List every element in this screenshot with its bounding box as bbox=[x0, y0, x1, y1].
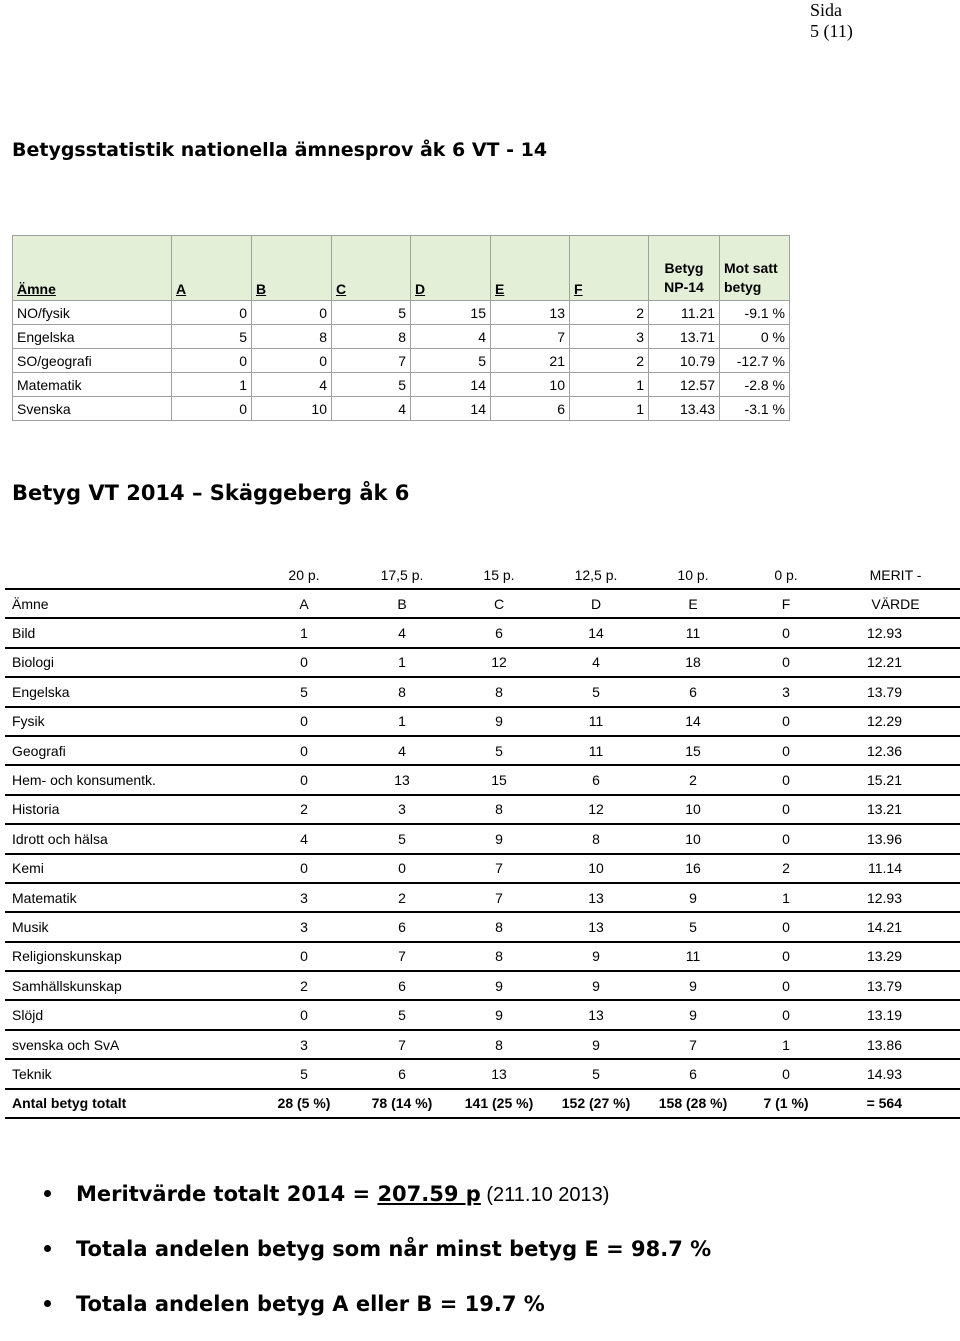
np-header-cell: F bbox=[570, 236, 649, 301]
grade-cell: 0 bbox=[741, 971, 831, 1000]
grades-row bbox=[5, 736, 960, 765]
grade-cell: 0 bbox=[255, 765, 353, 794]
grades-row bbox=[5, 1089, 960, 1118]
np-value-cell: 14 bbox=[411, 397, 491, 421]
grades-row bbox=[5, 765, 960, 794]
subject-cell: svenska och SvA bbox=[5, 1030, 255, 1059]
subject-cell: Bild bbox=[5, 618, 255, 647]
grade-cell: 13.96 bbox=[831, 824, 960, 853]
np-subject-cell: Matematik bbox=[13, 373, 172, 397]
np-table-header bbox=[13, 236, 790, 301]
grades-row bbox=[5, 942, 960, 971]
grade-cell: F bbox=[741, 589, 831, 618]
grade-cell: 2 bbox=[645, 765, 741, 794]
np-table-row bbox=[13, 325, 790, 349]
grade-cell: A bbox=[255, 589, 353, 618]
np-value-cell: 10 bbox=[252, 397, 332, 421]
grade-cell: 7 bbox=[645, 1030, 741, 1059]
np-value-cell: 5 bbox=[411, 349, 491, 373]
np-value-cell: 0 bbox=[172, 397, 252, 421]
np-value-cell: 0 bbox=[252, 349, 332, 373]
np-header-cell: E bbox=[491, 236, 570, 301]
np-value-cell: 5 bbox=[332, 373, 411, 397]
subject-cell: Religionskunskap bbox=[5, 942, 255, 971]
grade-cell: 9 bbox=[451, 971, 547, 1000]
np-statistics-table bbox=[12, 235, 790, 421]
grade-cell: 0 bbox=[255, 1000, 353, 1029]
np-header-cell: A bbox=[172, 236, 252, 301]
grades-row bbox=[5, 648, 960, 677]
grade-cell: 0 bbox=[741, 1059, 831, 1088]
np-value-cell: -12.7 % bbox=[720, 349, 790, 373]
grade-cell: 152 (27 %) bbox=[547, 1089, 645, 1118]
grade-cell: 8 bbox=[451, 942, 547, 971]
grade-cell: 8 bbox=[451, 677, 547, 706]
grade-cell: 6 bbox=[451, 618, 547, 647]
grade-cell: 9 bbox=[547, 971, 645, 1000]
grade-cell: 7 bbox=[451, 883, 547, 912]
grade-cell: 158 (28 %) bbox=[645, 1089, 741, 1118]
np-subject-cell: Engelska bbox=[13, 325, 172, 349]
grade-cell: 13.29 bbox=[831, 942, 960, 971]
grade-cell: 0 bbox=[741, 707, 831, 736]
grade-cell: 6 bbox=[353, 912, 451, 941]
np-value-cell: 13.71 bbox=[649, 325, 720, 349]
subject-cell: Hem- och konsumentk. bbox=[5, 765, 255, 794]
grade-cell: 6 bbox=[353, 1059, 451, 1088]
subject-cell: Biologi bbox=[5, 648, 255, 677]
grades-row bbox=[5, 1059, 960, 1088]
grade-cell: 13 bbox=[547, 912, 645, 941]
np-value-cell: 14 bbox=[411, 373, 491, 397]
grades-row bbox=[5, 1030, 960, 1059]
grades-row bbox=[5, 971, 960, 1000]
grade-cell: 5 bbox=[645, 912, 741, 941]
grade-cell: 0 p. bbox=[741, 562, 831, 589]
summary-merit bbox=[40, 1176, 711, 1231]
grade-cell: 3 bbox=[255, 1030, 353, 1059]
grade-cell: 13.79 bbox=[831, 677, 960, 706]
np-value-cell: 4 bbox=[332, 397, 411, 421]
summary-list bbox=[40, 1176, 711, 1341]
np-table-row bbox=[13, 397, 790, 421]
grade-cell: 5 bbox=[353, 1000, 451, 1029]
grade-cell: 0 bbox=[255, 942, 353, 971]
grade-cell: D bbox=[547, 589, 645, 618]
grade-cell: 0 bbox=[255, 736, 353, 765]
grade-cell: 14 bbox=[645, 707, 741, 736]
np-value-cell: 13 bbox=[491, 301, 570, 325]
np-value-cell: 7 bbox=[332, 349, 411, 373]
grade-cell: 9 bbox=[645, 883, 741, 912]
grade-cell: 10 bbox=[645, 795, 741, 824]
grade-cell: 8 bbox=[451, 912, 547, 941]
np-header-cell: D bbox=[411, 236, 491, 301]
summary-min-e: Totala andelen betyg som når minst betyg E = 98.7 % bbox=[40, 1231, 711, 1286]
np-value-cell: 1 bbox=[172, 373, 252, 397]
grades-row bbox=[5, 824, 960, 853]
grades-row bbox=[5, 912, 960, 941]
grade-cell: 6 bbox=[547, 765, 645, 794]
np-value-cell: 5 bbox=[172, 325, 252, 349]
grade-cell: B bbox=[353, 589, 451, 618]
grade-cell: 0 bbox=[353, 854, 451, 883]
np-table-row bbox=[13, 301, 790, 325]
np-value-cell: 11.21 bbox=[649, 301, 720, 325]
grade-cell: 0 bbox=[255, 854, 353, 883]
grade-cell: 0 bbox=[255, 707, 353, 736]
grade-cell: 1 bbox=[741, 883, 831, 912]
grade-cell: 11 bbox=[547, 736, 645, 765]
grade-cell: 8 bbox=[353, 677, 451, 706]
grade-cell: 14.21 bbox=[831, 912, 960, 941]
grade-cell: 9 bbox=[451, 824, 547, 853]
subject-cell: Kemi bbox=[5, 854, 255, 883]
grade-cell: 10 bbox=[547, 854, 645, 883]
subject-cell: Musik bbox=[5, 912, 255, 941]
page-number bbox=[810, 0, 890, 42]
np-value-cell: -3.1 % bbox=[720, 397, 790, 421]
grade-cell: 14.93 bbox=[831, 1059, 960, 1088]
subject-cell: Idrott och hälsa bbox=[5, 824, 255, 853]
grade-cell: 0 bbox=[741, 618, 831, 647]
grade-cell: 0 bbox=[741, 824, 831, 853]
grade-cell: 10 bbox=[645, 824, 741, 853]
np-value-cell: 3 bbox=[570, 325, 649, 349]
np-value-cell: 15 bbox=[411, 301, 491, 325]
grade-cell: 9 bbox=[451, 707, 547, 736]
np-value-cell: 2 bbox=[570, 301, 649, 325]
np-subject-cell: NO/fysik bbox=[13, 301, 172, 325]
grade-cell: 5 bbox=[353, 824, 451, 853]
grade-cell: 11 bbox=[645, 942, 741, 971]
grade-cell: 3 bbox=[741, 677, 831, 706]
np-header-cell: Ämne bbox=[13, 236, 172, 301]
np-value-cell: 8 bbox=[332, 325, 411, 349]
np-value-cell: 8 bbox=[252, 325, 332, 349]
grade-cell: 1 bbox=[353, 648, 451, 677]
grade-cell: 15 bbox=[645, 736, 741, 765]
grade-cell: 0 bbox=[741, 736, 831, 765]
grade-cell: 15.21 bbox=[831, 765, 960, 794]
grade-cell: 6 bbox=[353, 971, 451, 1000]
grade-cell: 0 bbox=[741, 912, 831, 941]
grade-cell: 11 bbox=[645, 618, 741, 647]
grade-cell: 2 bbox=[353, 883, 451, 912]
grade-cell: 2 bbox=[255, 795, 353, 824]
points-row bbox=[5, 562, 960, 589]
grade-cell: 18 bbox=[645, 648, 741, 677]
grades-table bbox=[5, 562, 960, 1119]
grade-cell: 5 bbox=[547, 677, 645, 706]
np-value-cell: 7 bbox=[491, 325, 570, 349]
subject-cell: Samhällskunskap bbox=[5, 971, 255, 1000]
grade-cell: 2 bbox=[741, 854, 831, 883]
grades-row bbox=[5, 677, 960, 706]
grade-cell: 12.93 bbox=[831, 618, 960, 647]
grade-cell: 3 bbox=[353, 795, 451, 824]
grade-cell: 1 bbox=[741, 1030, 831, 1059]
grade-cell: C bbox=[451, 589, 547, 618]
grade-cell: 1 bbox=[353, 707, 451, 736]
np-value-cell: -9.1 % bbox=[720, 301, 790, 325]
grade-cell: 12 bbox=[547, 795, 645, 824]
grade-cell: 13 bbox=[547, 1000, 645, 1029]
grade-cell: 9 bbox=[547, 942, 645, 971]
grade-cell: MERIT - bbox=[831, 562, 960, 589]
np-value-cell: 4 bbox=[411, 325, 491, 349]
summary-a-or-b: Totala andelen betyg A eller B = 19.7 % bbox=[40, 1286, 711, 1341]
np-subject-cell: Svenska bbox=[13, 397, 172, 421]
grade-cell: E bbox=[645, 589, 741, 618]
np-header-cell: C bbox=[332, 236, 411, 301]
grade-cell: 4 bbox=[353, 618, 451, 647]
grade-cell: 13 bbox=[451, 1059, 547, 1088]
grade-cell: 4 bbox=[353, 736, 451, 765]
np-header-cell: Mot satt betyg bbox=[720, 236, 790, 301]
grade-cell: 4 bbox=[255, 824, 353, 853]
grade-cell: 12.36 bbox=[831, 736, 960, 765]
grade-cell: = 564 bbox=[831, 1089, 960, 1118]
grade-cell: 12.21 bbox=[831, 648, 960, 677]
grade-cell: 141 (25 %) bbox=[451, 1089, 547, 1118]
grade-cell: 12,5 p. bbox=[547, 562, 645, 589]
merit-prefix: Meritvärde totalt 2014 = bbox=[76, 1182, 378, 1206]
np-heading: Betygsstatistik nationella ämnesprov åk 6 VT - 14 bbox=[12, 139, 548, 161]
grade-cell: 15 p. bbox=[451, 562, 547, 589]
page-label: Sida bbox=[810, 0, 843, 20]
grade-cell: 9 bbox=[645, 1000, 741, 1029]
grade-cell: 5 bbox=[547, 1059, 645, 1088]
grade-cell: 20 p. bbox=[255, 562, 353, 589]
np-header-cell: Betyg NP-14 bbox=[649, 236, 720, 301]
grades-row bbox=[5, 1000, 960, 1029]
grade-cell: 9 bbox=[645, 971, 741, 1000]
grade-cell: 13.21 bbox=[831, 795, 960, 824]
grade-cell: 15 bbox=[451, 765, 547, 794]
grade-cell: 13 bbox=[547, 883, 645, 912]
np-value-cell: 12.57 bbox=[649, 373, 720, 397]
subject-cell: Fysik bbox=[5, 707, 255, 736]
subject-cell bbox=[5, 562, 255, 589]
np-value-cell: 10 bbox=[491, 373, 570, 397]
grade-cell: 12.29 bbox=[831, 707, 960, 736]
subject-cell: Matematik bbox=[5, 883, 255, 912]
grade-cell: 0 bbox=[741, 942, 831, 971]
grade-cell: 5 bbox=[255, 677, 353, 706]
grade-cell: 9 bbox=[547, 1030, 645, 1059]
grade-cell: VÄRDE bbox=[831, 589, 960, 618]
np-value-cell: -2.8 % bbox=[720, 373, 790, 397]
grade-cell: 0 bbox=[741, 795, 831, 824]
np-value-cell: 2 bbox=[570, 349, 649, 373]
grades-heading: Betyg VT 2014 – Skäggeberg åk 6 bbox=[12, 481, 410, 505]
np-value-cell: 13.43 bbox=[649, 397, 720, 421]
grades-row bbox=[5, 883, 960, 912]
page-count: 5 (11) bbox=[810, 21, 853, 41]
grade-cell: 8 bbox=[451, 1030, 547, 1059]
grades-row bbox=[5, 795, 960, 824]
grade-cell: 5 bbox=[255, 1059, 353, 1088]
grade-cell: 5 bbox=[451, 736, 547, 765]
subject-cell: Teknik bbox=[5, 1059, 255, 1088]
np-value-cell: 6 bbox=[491, 397, 570, 421]
np-value-cell: 0 bbox=[252, 301, 332, 325]
subject-cell: Slöjd bbox=[5, 1000, 255, 1029]
np-value-cell: 10.79 bbox=[649, 349, 720, 373]
np-value-cell: 1 bbox=[570, 397, 649, 421]
merit-value: 207.59 p bbox=[377, 1182, 481, 1206]
grade-cell: 10 p. bbox=[645, 562, 741, 589]
np-subject-cell: SO/geografi bbox=[13, 349, 172, 373]
grades-row bbox=[5, 854, 960, 883]
grade-cell: 0 bbox=[741, 1000, 831, 1029]
subject-cell: Ämne bbox=[5, 589, 255, 618]
grade-cell: 16 bbox=[645, 854, 741, 883]
np-value-cell: 0 bbox=[172, 349, 252, 373]
grade-cell: 7 bbox=[353, 1030, 451, 1059]
grade-cell: 13 bbox=[353, 765, 451, 794]
subject-cell: Geografi bbox=[5, 736, 255, 765]
np-table-row bbox=[13, 349, 790, 373]
np-value-cell: 5 bbox=[332, 301, 411, 325]
grade-cell: 78 (14 %) bbox=[353, 1089, 451, 1118]
grade-cell: 6 bbox=[645, 1059, 741, 1088]
subject-cell: Antal betyg totalt bbox=[5, 1089, 255, 1118]
grade-cell: 7 bbox=[353, 942, 451, 971]
grade-cell: 7 bbox=[451, 854, 547, 883]
grade-cell: 11.14 bbox=[831, 854, 960, 883]
np-value-cell: 4 bbox=[252, 373, 332, 397]
grade-cell: 0 bbox=[741, 648, 831, 677]
grade-cell: 8 bbox=[451, 795, 547, 824]
grade-cell: 3 bbox=[255, 883, 353, 912]
grade-cell: 9 bbox=[451, 1000, 547, 1029]
grades-row bbox=[5, 707, 960, 736]
np-value-cell: 21 bbox=[491, 349, 570, 373]
np-value-cell: 1 bbox=[570, 373, 649, 397]
grade-cell: 6 bbox=[645, 677, 741, 706]
merit-previous: (211.10 2013) bbox=[480, 1184, 610, 1206]
grade-cell: 17,5 p. bbox=[353, 562, 451, 589]
np-value-cell: 0 bbox=[172, 301, 252, 325]
grades-header-row bbox=[5, 589, 960, 618]
grade-cell: 13.86 bbox=[831, 1030, 960, 1059]
grade-cell: 12.93 bbox=[831, 883, 960, 912]
grades-row bbox=[5, 618, 960, 647]
grade-cell: 0 bbox=[255, 648, 353, 677]
grade-cell: 13.79 bbox=[831, 971, 960, 1000]
grade-cell: 14 bbox=[547, 618, 645, 647]
grade-cell: 0 bbox=[741, 765, 831, 794]
grade-cell: 2 bbox=[255, 971, 353, 1000]
np-header-cell: B bbox=[252, 236, 332, 301]
grade-cell: 3 bbox=[255, 912, 353, 941]
np-value-cell: 0 % bbox=[720, 325, 790, 349]
grade-cell: 13.19 bbox=[831, 1000, 960, 1029]
subject-cell: Historia bbox=[5, 795, 255, 824]
grade-cell: 28 (5 %) bbox=[255, 1089, 353, 1118]
grade-cell: 1 bbox=[255, 618, 353, 647]
grade-cell: 12 bbox=[451, 648, 547, 677]
subject-cell: Engelska bbox=[5, 677, 255, 706]
np-table-row bbox=[13, 373, 790, 397]
grade-cell: 11 bbox=[547, 707, 645, 736]
grade-cell: 7 (1 %) bbox=[741, 1089, 831, 1118]
grade-cell: 4 bbox=[547, 648, 645, 677]
grade-cell: 8 bbox=[547, 824, 645, 853]
